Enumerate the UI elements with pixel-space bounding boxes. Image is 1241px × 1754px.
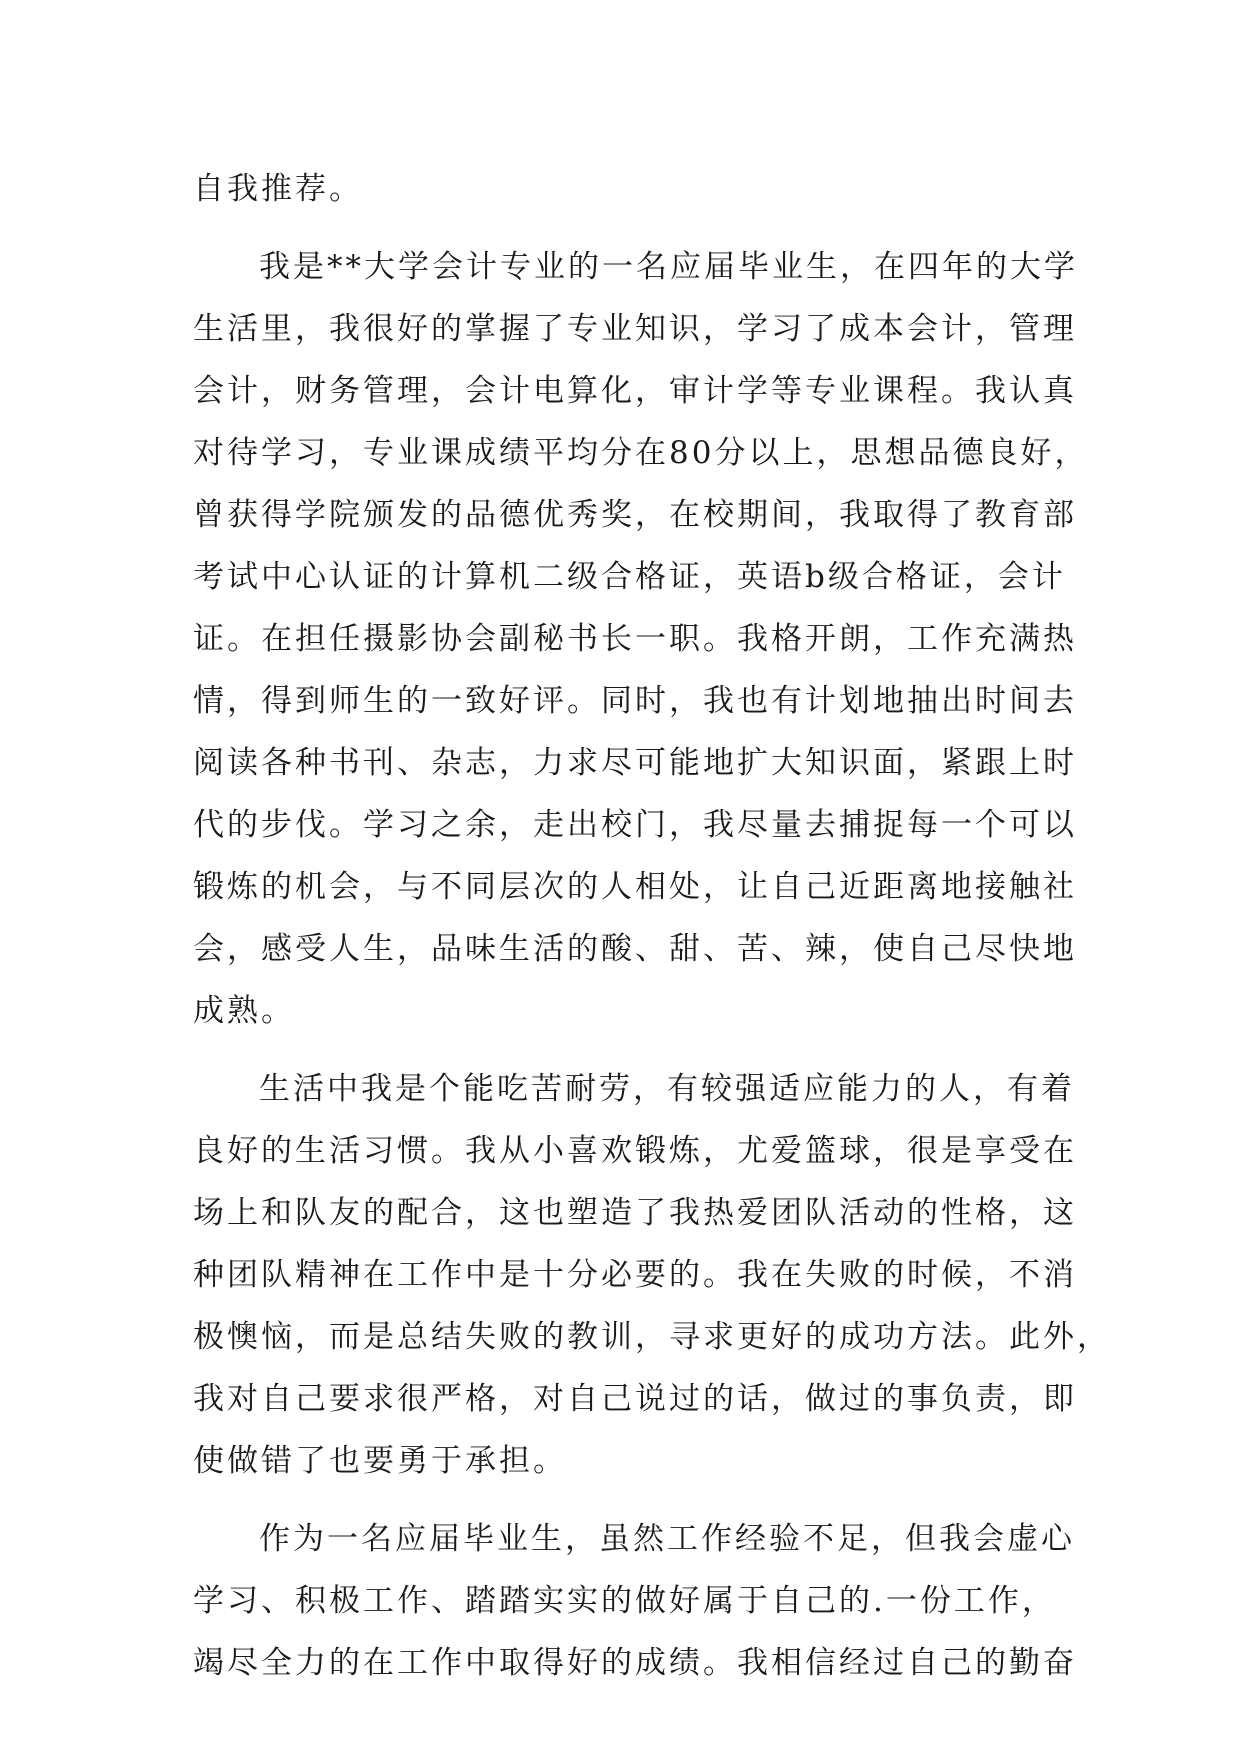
paragraph-1-line-1: 自我推荐。 <box>193 171 363 207</box>
paragraph-2-line-9: 阅读各种书刊、杂志，力求尽可能地扩大知识面，紧跟上时 <box>193 745 1077 781</box>
paragraph-2-line-5: 曾获得学院颁发的品德优秀奖，在校期间，我取得了教育部 <box>193 497 1077 533</box>
paragraph-2-line-13: 成熟。 <box>193 993 295 1029</box>
paragraph-3-line-3: 场上和队友的配合，这也塑造了我热爱团队活动的性格，这 <box>193 1195 1077 1231</box>
paragraph-2-line-12: 会，感受人生，品味生活的酸、甜、苦、辣，使自己尽快地 <box>193 931 1077 967</box>
paragraph-2-line-3: 会计，财务管理，会计电算化，审计学等专业课程。我认真 <box>193 373 1077 409</box>
paragraph-2-line-11: 锻炼的机会，与不同层次的人相处，让自己近距离地接触社 <box>193 869 1077 905</box>
paragraph-4-line-3: 竭尽全力的在工作中取得好的成绩。我相信经过自己的勤奋 <box>193 1645 1077 1681</box>
paragraph-3-line-2: 良好的生活习惯。我从小喜欢锻炼，尤爱篮球，很是享受在 <box>193 1133 1077 1169</box>
paragraph-4-line-1: 作为一名应届毕业生，虽然工作经验不足，但我会虚心 <box>259 1521 1075 1557</box>
paragraph-3-line-5: 极懊恼，而是总结失败的教训，寻求更好的成功方法。此外， <box>193 1319 1111 1355</box>
paragraph-4-line-2: 学习、积极工作、踏踏实实的做好属于自己的.一份工作， <box>193 1583 1056 1619</box>
paragraph-3-line-7: 使做错了也要勇于承担。 <box>193 1443 567 1479</box>
paragraph-2-line-10: 代的步伐。学习之余，走出校门，我尽量去捕捉每一个可以 <box>193 807 1077 843</box>
paragraph-2-line-8: 情，得到师生的一致好评。同时，我也有计划地抽出时间去 <box>193 683 1077 719</box>
paragraph-2-line-1: 我是**大学会计专业的一名应届毕业生，在四年的大学 <box>259 249 1078 285</box>
paragraph-2-line-2: 生活里，我很好的掌握了专业知识，学习了成本会计，管理 <box>193 311 1077 347</box>
paragraph-2-line-7: 证。在担任摄影协会副秘书长一职。我格开朗，工作充满热 <box>193 621 1077 657</box>
paragraph-3-line-4: 种团队精神在工作中是十分必要的。我在失败的时候，不消 <box>193 1257 1077 1293</box>
paragraph-2-line-4: 对待学习，专业课成绩平均分在80分以上，思想品德良好， <box>193 435 1089 471</box>
paragraph-2-line-6: 考试中心认证的计算机二级合格证，英语b级合格证，会计 <box>193 559 1066 595</box>
document-body <box>193 158 1111 1694</box>
paragraph-3-line-6: 我对自己要求很严格，对自己说过的话，做过的事负责，即 <box>193 1381 1077 1417</box>
paragraph-3-line-1: 生活中我是个能吃苦耐劳，有较强适应能力的人，有着 <box>259 1071 1075 1107</box>
